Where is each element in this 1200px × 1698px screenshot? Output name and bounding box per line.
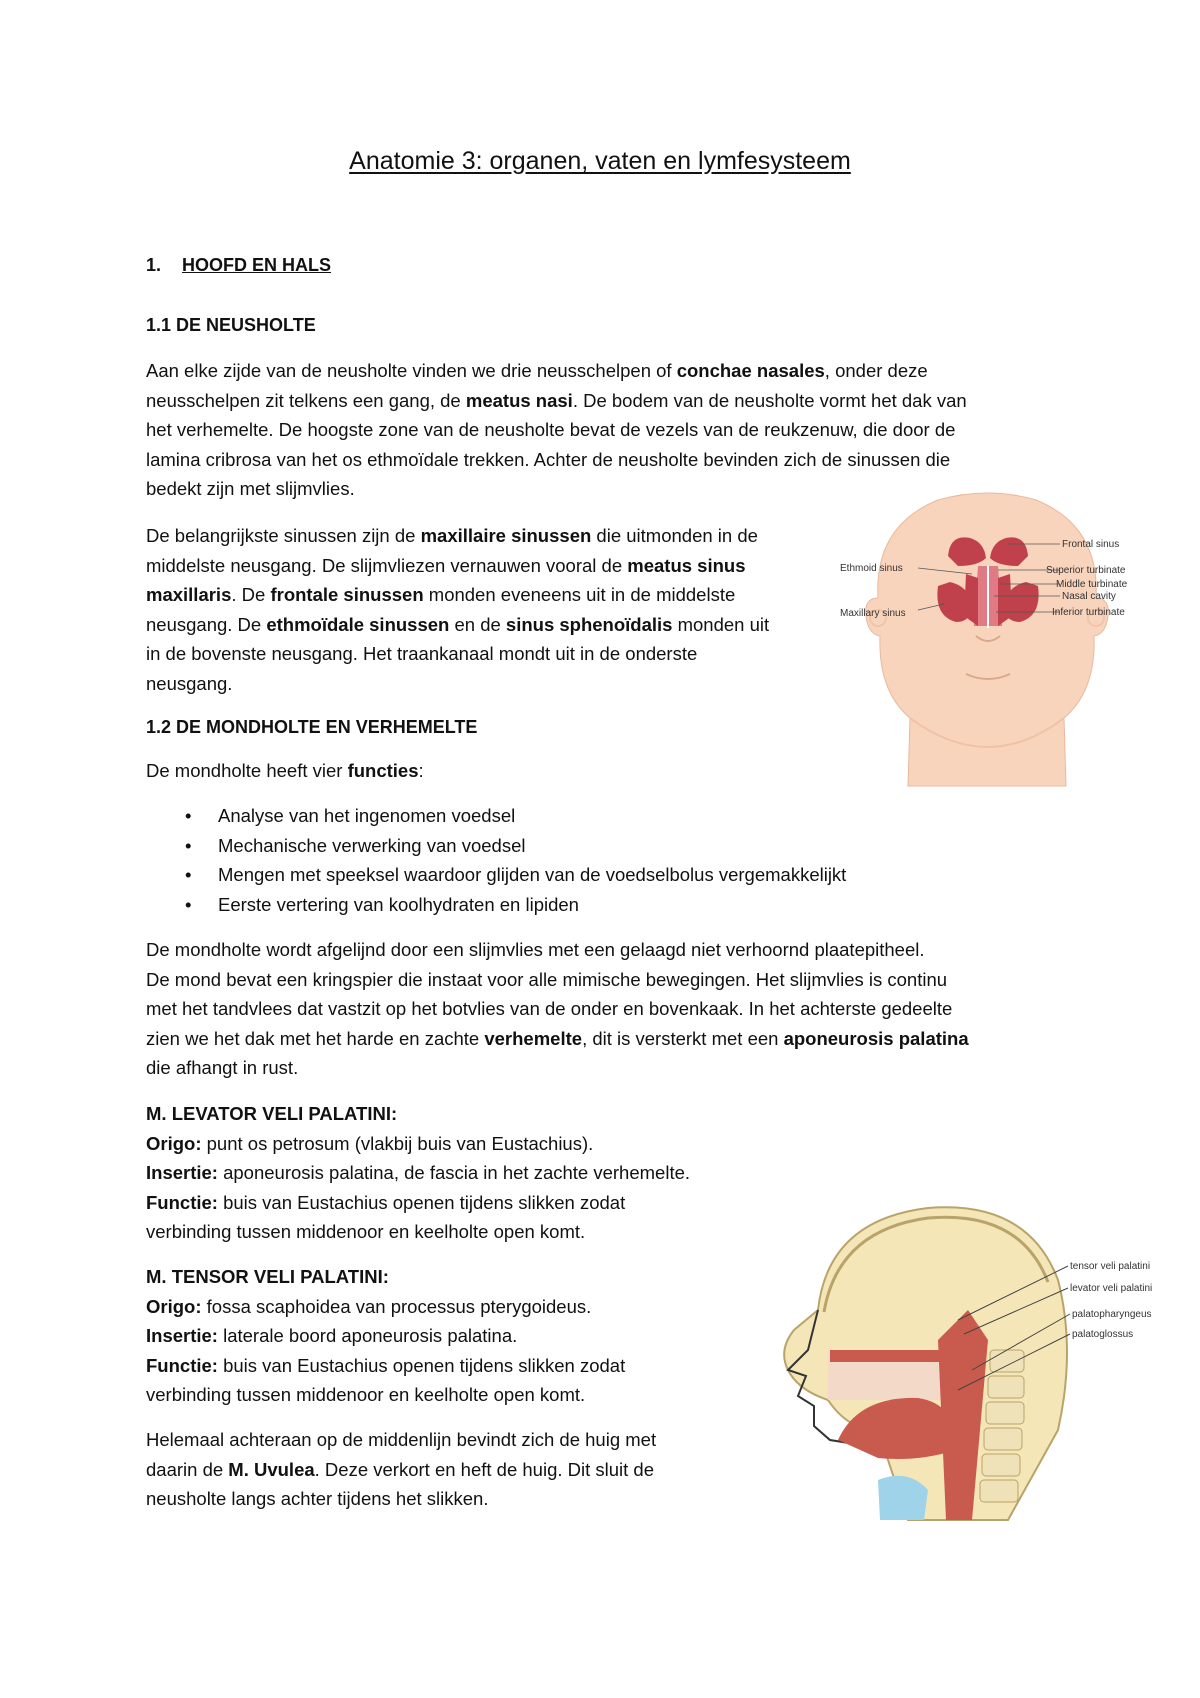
text-line: verbinding tussen middenoor en keelholte open komt. <box>146 1221 586 1242</box>
text-line: verbinding tussen middenoor en keelholte open komt. <box>146 1384 586 1405</box>
muscle-tensor-block <box>146 1262 625 1410</box>
text-line: De belangrijkste sinussen zijn de maxillaire sinussen die uitmonden in de <box>146 525 758 546</box>
palate-muscles-figure <box>758 1200 1153 1520</box>
paragraph-neusholte <box>146 356 967 504</box>
label-frontal-sinus: Frontal sinus <box>1062 539 1120 550</box>
section-number: 1. <box>146 255 162 275</box>
muscle-details <box>146 1129 690 1247</box>
text-line: maxillaris. De frontale sinussen monden eveneens uit in de middelste <box>146 584 736 605</box>
text-line: Insertie: aponeurosis palatina, de fascia in het zachte verhemelte. <box>146 1162 691 1183</box>
text-line: neusschelpen zit telkens een gang, de meatus nasi. De bodem van de neusholte vormt het dak van <box>146 389 967 411</box>
label-levator-veli-palatini: levator veli palatini <box>1070 1283 1153 1294</box>
text-line: die afhangt in rust. <box>146 1057 299 1078</box>
bullet-icon: • <box>185 864 192 885</box>
text-line: in de bovenste neusgang. Het traankanaal mondt uit in de onderste <box>146 643 698 664</box>
text-line: Origo: fossa scaphoidea van processus pterygoideus. <box>146 1295 592 1317</box>
label-tensor-veli-palatini: tensor veli palatini <box>1070 1261 1151 1272</box>
text-line: De mondholte wordt afgelijnd door een slijmvlies met een gelaagd niet verhoornd plaatepitheel. <box>146 939 925 960</box>
text-line: zien we het dak met het harde en zachte verhemelte, dit is versterkt met een aponeurosis palatina <box>146 1027 969 1049</box>
subsection-heading-mondholte: 1.2 DE MONDHOLTE EN VERHEMELTE <box>146 717 478 737</box>
section-heading-1 <box>146 255 331 276</box>
bullet-icon: • <box>185 834 192 856</box>
muscle-levator-block <box>146 1099 690 1247</box>
text-line: met het tandvlees dat vastzit op het botvlies van de onder en bovenkaak. In het achterste gedeelte <box>146 998 953 1019</box>
text-line: De mond bevat een kringspier die instaat voor alle mimische bewegingen. Het slijmvlies is continu <box>146 968 948 990</box>
label-maxillary-sinus: Maxillary sinus <box>840 608 906 619</box>
text-line: Insertie: laterale boord aponeurosis palatina. <box>146 1325 518 1346</box>
label-ethmoid-sinus: Ethmoid sinus <box>840 563 903 574</box>
section-title: HOOFD EN HALS <box>182 255 332 275</box>
text-line: neusholte langs achter tijdens het slikken. <box>146 1488 489 1509</box>
list-item: • Eerste vertering van koolhydraten en lipiden <box>146 890 846 920</box>
list-item: • Mechanische verwerking van voedsel <box>146 831 846 861</box>
label-palatoglossus: palatoglossus <box>1072 1329 1134 1340</box>
text-line: daarin de M. Uvulea. Deze verkort en heft de huig. Dit sluit de <box>146 1458 654 1480</box>
muscle-heading: M. TENSOR VELI PALATINI: <box>146 1266 389 1287</box>
label-palatopharyngeus: palatopharyngeus <box>1072 1309 1152 1320</box>
subsection-heading-neusholte: 1.1 DE NEUSHOLTE <box>146 315 316 335</box>
paragraph-huig <box>146 1425 656 1514</box>
text-line: lamina cribrosa van het os ethmoïdale trekken. Achter de neusholte bevinden zich de sinussen die <box>146 448 951 470</box>
text-line: Aan elke zijde van de neusholte vinden we drie neusschelpen of conchae nasales, onder deze <box>146 360 928 381</box>
functions-list <box>146 801 846 919</box>
paragraph-sinussen <box>146 521 769 698</box>
bullet-icon: • <box>185 805 192 826</box>
text-line: bedekt zijn met slijmvlies. <box>146 478 355 499</box>
text-line: neusgang. De ethmoïdale sinussen en de sinus sphenoïdalis monden uit <box>146 613 770 635</box>
paragraph-mondholte <box>146 935 969 1083</box>
muscle-heading: M. LEVATOR VELI PALATINI: <box>146 1103 398 1124</box>
list-item: • Analyse van het ingenomen voedsel <box>146 801 846 831</box>
list-item: • Mengen met speeksel waardoor glijden van de voedselbolus vergemakkelijkt <box>146 860 846 890</box>
document-title: Anatomie 3: organen, vaten en lymfesysteem <box>349 147 851 175</box>
text-line: middelste neusgang. De slijmvliezen vernauwen vooral de meatus sinus <box>146 554 746 576</box>
label-superior-turbinate: Superior turbinate <box>1046 565 1126 576</box>
muscle-details <box>146 1292 625 1410</box>
text-line: Functie: buis van Eustachius openen tijdens slikken zodat <box>146 1354 626 1376</box>
label-nasal-cavity: Nasal cavity <box>1062 591 1116 602</box>
text-line: neusgang. <box>146 672 233 694</box>
text-line: Functie: buis van Eustachius openen tijdens slikken zodat <box>146 1191 626 1213</box>
paragraph-functies-intro: De mondholte heeft vier functies: <box>146 760 424 781</box>
sinus-figure <box>838 486 1148 786</box>
text-line: Origo: punt os petrosum (vlakbij buis van Eustachius). <box>146 1132 594 1154</box>
text-line: Helemaal achteraan op de middenlijn bevindt zich de huig met <box>146 1429 657 1450</box>
label-middle-turbinate: Middle turbinate <box>1056 579 1128 590</box>
text-line: het verhemelte. De hoogste zone van de neusholte bevat de vezels van de reukzenuw, die door de <box>146 419 956 440</box>
label-inferior-turbinate: Inferior turbinate <box>1052 607 1125 618</box>
head-shape <box>866 493 1109 786</box>
bullet-icon: • <box>185 893 192 915</box>
